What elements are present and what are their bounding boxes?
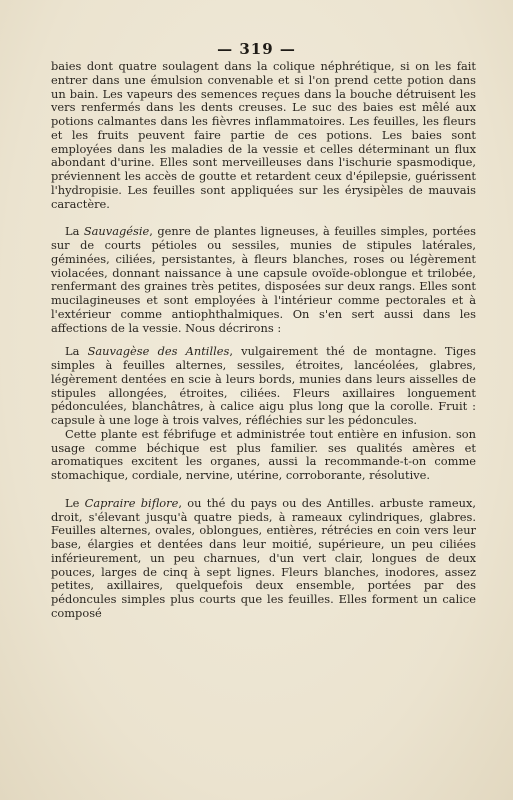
paragraph-term: Capraire biflore [84,495,179,510]
paragraph-prefix: Le [65,495,85,510]
paragraph-term: Sauvagèse des Antilles [87,344,230,359]
paragraph-uses [51,428,476,483]
paragraph-prefix: La [65,344,88,359]
page-body [51,60,476,621]
paragraph-continuation [51,60,476,211]
paragraph-text: , genre de plantes ligneuses, à feuilles simples, portées sur de courts pétioles ou sessiles, munies de stipules latérales, géminées, ciliées, persistantes, à fleurs blanches, roses ou légèrement violacées, donnant naissance à une capsule ovoïde-oblongue et trilobée, renfermant des graines très petites, disposées sur deux rangs. Elles sont mucilagineuses et sont employées à l'intérieur comme pectorales et à l'extérieur comme antiophthalmiques. On s'en sert aussi dans les affections de la vessie. Nous décrirons : [51,224,476,335]
paragraph-sauvagesie [51,225,476,335]
paragraph-capraire [51,497,476,621]
paragraph-text: baies dont quatre soulagent dans la colique néphrétique, si on les fait entrer dans une émulsion convenable et si l'on prend cette potion dans un bain. Les vapeurs des semences reçues dans la bouche détruisent les vers renfermés dans les dents creuses. Le suc des baies est mêlé aux potions calmantes dans les fièvres inflammatoires. Les feuilles, les fleurs et les fruits peuvent faire partie de ces potions. Les baies sont employées dans les maladies de la vessie et celles déterminant un flux abondant d'urine. Elles sont merveilleuses dans l'ischurie spasmodique, préviennent les accès de goutte et retardent ceux d'épilepsie, guérissent l'hydropisie. Les feuilles sont appliquées sur les érysipèles de mauvais caractère. [51,59,476,211]
paragraph-text: , ou thé du pays ou des Antilles. arbuste rameux, droit, s'élevant jusqu'à quatre pieds, à rameaux cylindriques, glabres. Feuilles alternes, ovales, oblongues, entières, rétrécies en coin vers leur base, élargies et dentées dans leur moitié, supérieure, un peu ciliées inférieurement, un peu charnues, d'un vert clair, longues de deux pouces, larges de cinq à sept lignes. Fleurs blanches, inodores, assez petites, axillaires, quelquefois deux ensemble, portées par des pédoncules simples plus courts que les feuilles. Elles forment un calice composé [51,495,476,620]
paragraph-sauvagese-antilles [51,345,476,428]
paragraph-term: Sauvagésie [83,224,150,239]
page-number: — 319 — [217,40,296,58]
paragraph-text: Cette plante est fébrifuge et administrée tout entière en infusion. son usage comme béchique est plus familier. ses qualités amères et aromatiques excitent les organes, aussi la recommande-t-on comme stomachique, cordiale, nervine, utérine, corroborante, résolutive. [51,426,476,482]
paragraph-prefix: La [65,224,84,239]
paragraph-text: , vulgairement thé de montagne. Tiges simples à feuilles alternes, sessiles, étroites, lancéolées, glabres, légèrement dentées en scie à leurs bords, munies dans leurs aisselles de stipules allongées, étroites, ciliées. Fleurs axillaires longuement pédonculées, blanchâtres, à calice aigu plus long que la corolle. Fruit : capsule à une loge à trois valves, réfléchies sur les pédoncules. [51,344,476,427]
